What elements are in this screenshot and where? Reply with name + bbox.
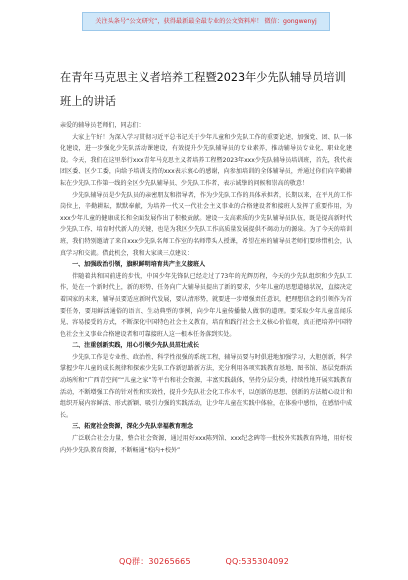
document-title: 在青年马克思主义者培养工程暨2023年少先队辅导员培训班上的讲话 [60, 71, 346, 108]
salutation: 亲爱的辅导员老师们，同志们： [60, 122, 145, 129]
qq-group-label: QQ群：30265665 [119, 557, 191, 566]
section-heading: 三、拓宽社会资源，深化少先队幸福教育理念 [72, 423, 194, 431]
paragraph: 大家上午好！为深入学习贯彻习近平总书记关于少年儿童和少先队工作的重要论述，加强党、团、队一体化建设，进一步强化少先队活动课建设，有效提升少先队辅导员的专业素养，推动辅导员专业化、职业化建设。今天，我们在这里举行xxx青年马克思主义者培养工程暨2023年xxx少先队辅导员培训班，首先，我代表团区委、区少工委，向给予培训支持的xxx表示衷心的感谢，向参加培训的全体辅导员，并通过你们向辛勤耕耘在少先队工作第一线的全区少先队辅导员、少先队工作者，表示诚挚的问候和崇高的敬意！ [60, 133, 352, 187]
document-body [60, 120, 352, 456]
contact-footer [0, 556, 408, 567]
qq-label: QQ:535304092 [225, 557, 289, 566]
section-heading: 二、注重创新实践，用心引领少先队员茁壮成长 [72, 342, 200, 350]
section-text: 少先队工作是专业性、政治性、科学性很强的系统工程，辅导员要与时俱进地加强学习，大胆创新，科学掌握少年儿童的成长规律和探索少先队工作新思路新方法，充分利用各项实践教育基地、图书馆、基层党群活动场所和“广西青空间”“儿童之家”等平台和社会资源，丰富实践载体，坚持分层分类，持续性地开展实践教育活动，不断增强工作的针对性和实效性，提升少先队社会化工作水平，以创新的思想、创新的方法精心设计和组织开展内容鲜活、形式新颖、吸引力强的实践活动，让少年儿童在实践中体验，在体验中感悟，在感悟中成长。 [60, 353, 352, 419]
paragraph: 少先队辅导员是少先队员的亲密朋友和指导者，作为少先队工作的具体承担者，长期以来，在平凡的工作岗位上，辛勤耕耘，默默奉献，为培养一代又一代社会主义事业的合格建设者和接班人发挥了重要作用，为xxx少年儿童的健康成长和全面发展作出了积极贡献。建设一支高素质的少先队辅导员队伍，既是提高新时代少先队工作、培育时代新人的关键，也是为我区少先队工作高质量发展提供不竭动力的源泉。为了今天的培训班，我们特别邀请了来自xxx少先队名师工作室的名师带头人授课，希望在座的辅导员老师们要珍惜机会，认真学习和交流。借此机会，我和大家谈三点建议： [60, 191, 352, 257]
section-text: 广泛联合社会力量，整合社会资源，通过用好xxx陈列馆、xxx纪念碑等一批校外实践教育阵地，用好校内外少先队教育资源，不断畅通“校内+校外” [60, 435, 352, 454]
section-text: 伴随着共和国前进的步伐，中国少年先锋队已经走过了73年的光辉历程，今天的少先队组织和少先队工作，处在一个新时代上，新的形势、任务向广大辅导员提出了新的要求，少年儿童的思想道德状况，直接决定着国家的未来，辅导员要适应新时代发展，要认清形势，就要进一步增强责任意识，把理想信念的引领作为首要任务，要用鲜活通俗的语言、生动典型的事例，向少年儿童传播做人做事的道理。要采取少年儿童喜闻乐见、容易接受的方式，不断深化中国特色社会主义教育，培育和践行社会主义核心价值观，真正把培养中国特色社会主义事业合格建设者和可靠接班人这一根本任务落到实处。 [60, 272, 352, 338]
header-banner[interactable]: 关注头条号“公文研究”，获得最新最全最专业的公文资料库！ 微信：gongwenyj [82, 12, 330, 31]
section-heading: 一、加强政治引领，旗帜鲜明培育共产主义接班人 [72, 261, 206, 269]
